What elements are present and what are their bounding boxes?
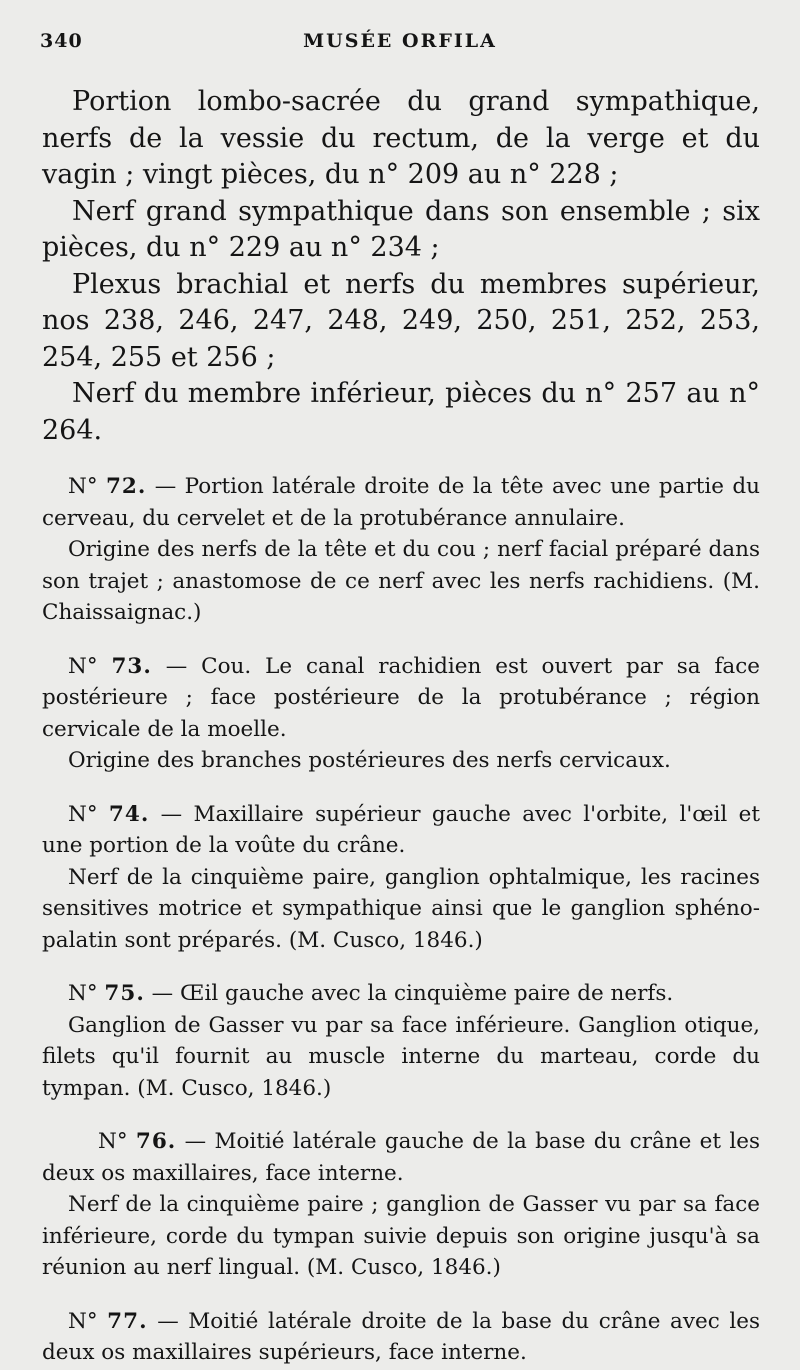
entry-paragraph: Origine des nerfs de la tête et du cou ; nerf facial préparé dans son trajet ; anastomose de ce nerf avec les nerfs rachidiens. (M. Chaissaignac.): [42, 537, 760, 625]
entry-number: 75.: [104, 981, 145, 1006]
entry-number-label: N°: [98, 1129, 128, 1154]
entry-heading: [42, 651, 760, 746]
catalog-entry-76: [42, 1126, 760, 1284]
entry-heading: [42, 1306, 760, 1369]
entry-number-label: N°: [68, 801, 98, 827]
catalog-entry-75: [42, 978, 760, 1104]
entry-number-label: N°: [68, 1308, 98, 1334]
entry-heading-text: — Moitié latérale gauche de la base du crâne et les deux os maxillaires, face interne.: [42, 1129, 760, 1186]
entry-heading: [42, 978, 760, 1010]
catalog-entry-73: [42, 651, 760, 777]
intro-paragraph: Nerf du membre inférieur, pièces du n° 257 au n° 264.: [42, 378, 760, 446]
page-header: [40, 30, 760, 60]
page-body: [42, 84, 760, 1369]
entry-number: 73.: [111, 653, 152, 679]
catalog-entry-77: [42, 1306, 760, 1369]
entry-number: 74.: [108, 801, 150, 827]
entry-paragraph: Nerf de la cinquième paire, ganglion ophtalmique, les racines sensitives motrice et sympathique ainsi que le ganglion sphéno-palatin sont préparés. (M. Cusco, 1846.): [42, 864, 760, 953]
catalog-entry-74: [42, 799, 760, 957]
entry-number: 77.: [107, 1308, 148, 1334]
entry-number: 76.: [135, 1129, 177, 1154]
intro-section: [42, 84, 760, 449]
entry-paragraph: Ganglion de Gasser vu par sa face inférieure. Ganglion otique, filets qu'il fournit au muscle interne du marteau, corde du tympan. (M. Cusco, 1846.): [42, 1012, 760, 1101]
intro-paragraph: Nerf grand sympathique dans son ensemble ; six pièces, du n° 229 au n° 234 ;: [42, 195, 760, 263]
entry-heading: [42, 471, 760, 534]
intro-paragraph: Plexus brachial et nerfs du membres supérieur, nos 238, 246, 247, 248, 249, 250, 251, 252, 253, 254, 255 et 256 ;: [42, 268, 760, 373]
entry-heading-text: — Maxillaire supérieur gauche avec l'orbite, l'œil et une portion de la voûte du crâne.: [42, 801, 760, 858]
entry-number-label: N°: [68, 653, 98, 679]
entry-number: 72.: [105, 474, 147, 499]
entry-heading-text: — Cou. Le canal rachidien est ouvert par sa face postérieure ; face postérieure de la protubérance ; région cervicale de la moelle.: [42, 653, 760, 742]
entry-number-label: N°: [68, 474, 98, 499]
intro-paragraph: Portion lombo-sacrée du grand sympathique, nerfs de la vessie du rectum, de la verge et du vagin ; vingt pièces, du n° 209 au n° 228 ;: [42, 86, 760, 190]
entry-heading-text: — Œil gauche avec la cinquième paire de nerfs.: [151, 981, 674, 1006]
entry-paragraph: Nerf de la cinquième paire ; ganglion de Gasser vu par sa face inférieure, corde du tympan suivie depuis son origine jusqu'à sa réunion au nerf lingual. (M. Cusco, 1846.): [42, 1192, 760, 1280]
entry-heading: [42, 1126, 760, 1189]
page-number: 340: [40, 30, 83, 52]
catalog-entry-72: [42, 471, 760, 629]
entry-heading: [42, 799, 760, 862]
entry-paragraph: Origine des branches postérieures des nerfs cervicaux.: [68, 748, 671, 773]
entry-heading-text: — Portion latérale droite de la tête avec une partie du cerveau, du cervelet et de la protubérance annulaire.: [42, 474, 760, 531]
entry-heading-text: — Moitié latérale droite de la base du crâne avec les deux os maxillaires supérieurs, face interne.: [42, 1308, 760, 1365]
entry-number-label: N°: [68, 981, 98, 1006]
running-title: MUSÉE ORFILA: [303, 30, 497, 52]
